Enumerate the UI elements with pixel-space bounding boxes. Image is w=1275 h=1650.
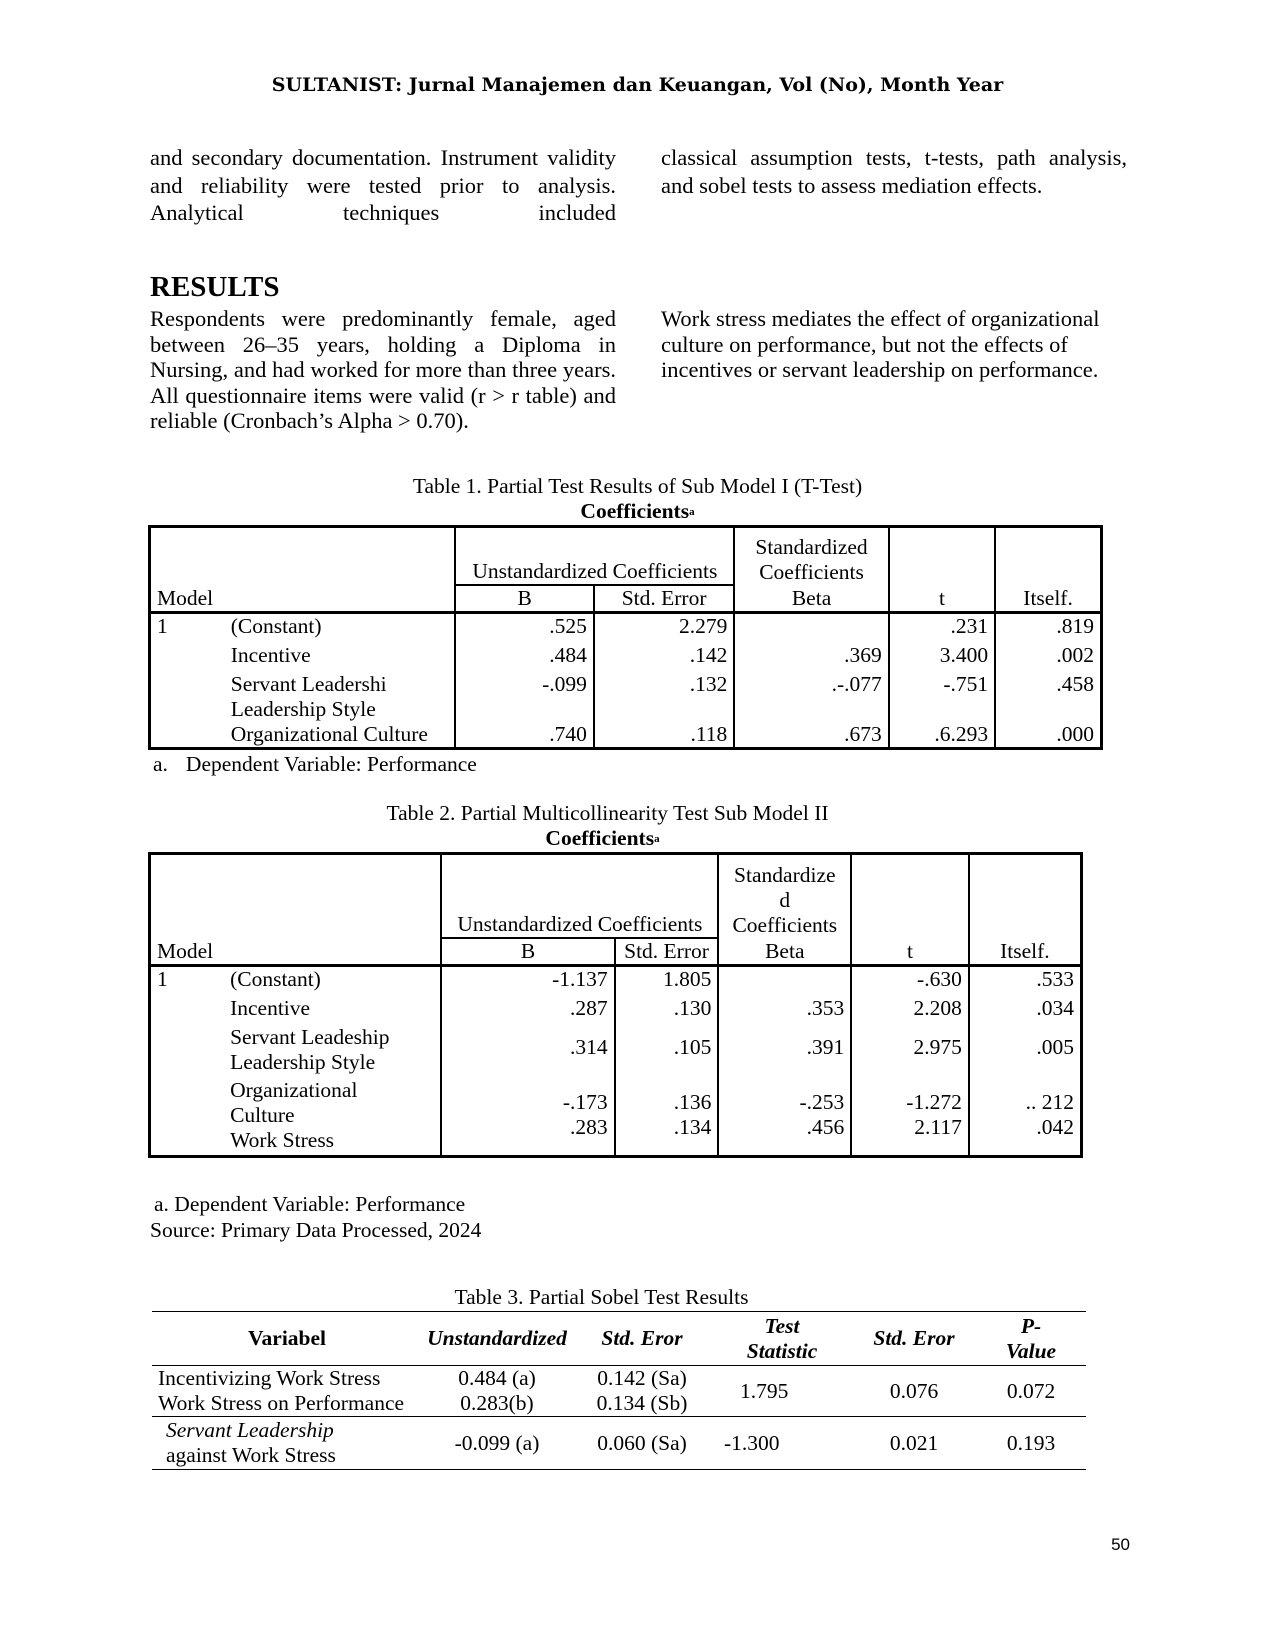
table2-sig-header: Itself. xyxy=(1000,938,1050,963)
results-right-paragraph: Work stress mediates the effect of organizational culture on performance, but not the effects of incentives or servant leadership on performance. xyxy=(661,306,1100,382)
table2-cell: .034 xyxy=(1036,995,1074,1020)
table1-cell: .132 xyxy=(594,668,734,722)
table2-footnote: a. Dependent Variable: Performance xyxy=(154,1192,466,1216)
table2-cell: 2.208 xyxy=(851,992,969,1021)
table2-cell xyxy=(718,965,851,992)
table1-model-header: Model xyxy=(150,585,456,613)
table2-source: Source: Primary Data Processed, 2024 xyxy=(150,1218,482,1242)
table3-cell: -0.099 (a) xyxy=(422,1417,572,1470)
table3-cell: 0.142 (Sa) xyxy=(597,1366,687,1390)
table1-cell: .673 xyxy=(734,722,888,749)
table1-caption: Table 1. Partial Test Results of Sub Model I (T-Test) xyxy=(412,474,863,498)
table2-row-name: (Constant) xyxy=(224,965,441,992)
table1-cell xyxy=(734,612,888,639)
table3-row-variabel: Incentivizing Work Stress xyxy=(158,1366,381,1390)
table1-b-header: B xyxy=(455,585,593,613)
table1-row-name: Organizational Culture xyxy=(225,722,456,749)
table2-unstd-header: Unstandardized Coefficients xyxy=(441,854,718,938)
table1-cell: .6.293 xyxy=(889,722,995,749)
table2-se-header: Std. Error xyxy=(615,938,719,966)
table1-footnote: a. Dependent Variable: Performance xyxy=(153,752,477,776)
table2-cell: .353 xyxy=(718,992,851,1021)
table1-cell: .-.077 xyxy=(734,668,888,722)
table1-subtitle: Coefficients$^a$ xyxy=(580,499,695,523)
table2-cell: -.173 .283 xyxy=(441,1075,614,1157)
table1-beta-header: Beta xyxy=(734,585,888,613)
table1-cell: .525 xyxy=(455,612,593,639)
table3-row-variabel: Servant Leadership against Work Stress xyxy=(152,1417,422,1470)
table2-beta-header: Beta xyxy=(718,938,851,966)
table1 xyxy=(148,525,1103,750)
table3-row-variabel: Work Stress on Performance xyxy=(158,1391,405,1415)
table2-row-name: Servant Leadeship Leadership Style xyxy=(224,1021,441,1075)
table3-cell: 0.072 xyxy=(1006,1378,1056,1403)
table3 xyxy=(152,1311,1086,1470)
table3-cell: 0.060 (Sa) xyxy=(572,1417,712,1470)
table1-cell: .484 xyxy=(455,639,593,668)
table2-std-header: Standardize d Coefficients xyxy=(718,854,851,938)
table3-cell: 1.795 xyxy=(740,1378,789,1403)
table1-std-header: Standardized Coefficients xyxy=(734,527,888,585)
table1-model-number: 1 xyxy=(150,612,225,639)
table1-sig-header: Itself. xyxy=(1023,585,1073,610)
table1-cell: .118 xyxy=(594,722,734,749)
table2-cell: .533 xyxy=(969,965,1082,992)
table1-cell: .000 xyxy=(1056,721,1094,746)
results-heading: RESULTS xyxy=(150,271,280,303)
table2-cell: -.630 xyxy=(851,965,969,992)
table1-row-name: Incentive xyxy=(225,639,456,668)
table3-cell: 0.076 xyxy=(889,1378,939,1403)
table2 xyxy=(148,852,1083,1158)
table3-variabel-header: Variabel xyxy=(152,1312,422,1366)
table2-cell: -.253 .456 xyxy=(718,1075,851,1157)
table1-cell: -.099 xyxy=(455,668,593,722)
table1-row-name: (Constant) xyxy=(225,612,456,639)
table3-pvalue-header: P- Value xyxy=(976,1312,1086,1366)
table1-se-header: Std. Error xyxy=(594,585,734,613)
table2-cell: .287 xyxy=(441,992,614,1021)
table2-cell: .314 xyxy=(441,1021,614,1075)
table2-cell: 1.805 xyxy=(615,965,719,992)
table2-cell: .105 xyxy=(615,1021,719,1075)
table3-cell: 0.134 (Sb) xyxy=(596,1391,688,1415)
table3-cell: -1.300 xyxy=(712,1417,852,1470)
table1-cell: .819 xyxy=(995,612,1101,639)
table2-t-header: t xyxy=(851,938,969,966)
table1-row-name: Servant Leadershi Leadership Style xyxy=(225,668,456,722)
table2-model-number: 1 xyxy=(150,965,225,992)
table1-cell: .740 xyxy=(455,722,593,749)
table2-caption: Table 2. Partial Multicollinearity Test Sub Model II xyxy=(386,801,829,825)
table2-cell: .391 xyxy=(718,1021,851,1075)
table2-cell: -1.137 xyxy=(441,965,614,992)
table1-unstd-header: Unstandardized Coefficients xyxy=(455,527,734,585)
table1-cell: .458 xyxy=(1056,671,1094,696)
table2-subtitle: Coefficients$^a$ xyxy=(545,826,660,850)
table2-b-header: B xyxy=(441,938,614,966)
table3-caption: Table 3. Partial Sobel Test Results xyxy=(454,1285,749,1309)
table2-model-header: Model xyxy=(150,938,442,966)
table1-cell: .002 xyxy=(1056,642,1094,667)
table2-cell: -1.272 2.117 xyxy=(851,1075,969,1157)
results-left-paragraph: Respondents were predominantly female, aged between 26–35 years, holding a Diploma in Nursing, and had worked for more than three years. All questionnaire items were valid (r > r table) and reliable (Cronbach’s Alpha > 0.70). xyxy=(150,306,616,433)
table2-cell: .. 212 .042 xyxy=(1025,1089,1074,1139)
table3-unstd-header: Unstandardized xyxy=(422,1312,572,1366)
table2-cell: .136 .134 xyxy=(615,1075,719,1157)
table2-cell: .005 xyxy=(1036,1035,1074,1059)
table1-cell: -.751 xyxy=(889,668,995,722)
intro-left-paragraph: and secondary documentation. Instrument validity and reliability were tested prior to analysis. Analytical techniques included xyxy=(150,145,616,225)
table1-cell: 2.279 xyxy=(594,612,734,639)
page-number: 50 xyxy=(1111,1535,1130,1554)
table3-se-header: Std. Eror xyxy=(572,1312,712,1366)
running-header: SULTANIST: Jurnal Manajemen dan Keuangan, Vol (No), Month Year xyxy=(271,74,1004,96)
table2-cell: 2.975 xyxy=(851,1021,969,1075)
table2-row-name: Organizational Culture Work Stress xyxy=(224,1075,441,1157)
table2-row-name: Incentive xyxy=(224,992,441,1021)
table3-cell: 0.283(b) xyxy=(460,1391,534,1415)
intro-right-paragraph: classical assumption tests, t-tests, path analysis, and sobel tests to assess mediation effects. xyxy=(661,145,1127,198)
table1-cell: .231 xyxy=(889,612,995,639)
table3-teststat-header: Test Statistic xyxy=(712,1312,852,1366)
table3-cell: 0.021 xyxy=(852,1417,976,1470)
table1-cell: .142 xyxy=(594,639,734,668)
table1-cell: 3.400 xyxy=(889,639,995,668)
table3-se2-header: Std. Eror xyxy=(852,1312,976,1366)
table2-cell: .130 xyxy=(615,992,719,1021)
table1-t-header: t xyxy=(889,585,995,613)
table3-cell: 0.484 (a) xyxy=(458,1366,536,1390)
table1-cell: .369 xyxy=(734,639,888,668)
table3-cell: 0.193 xyxy=(976,1417,1086,1470)
